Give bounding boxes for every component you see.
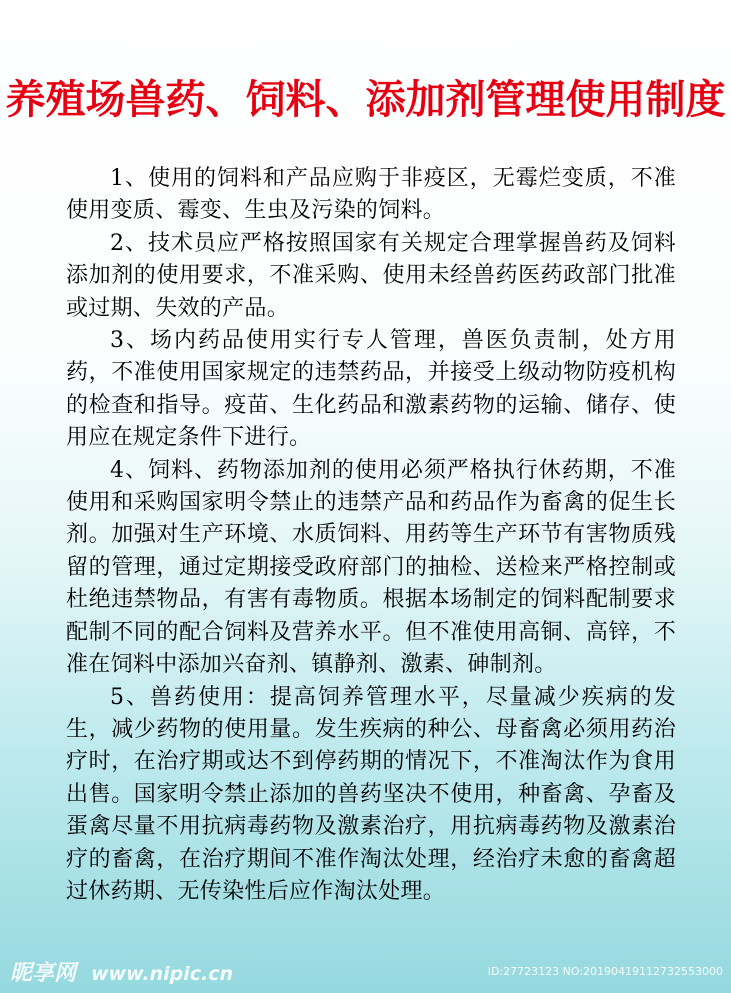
watermark-id: ID:27723123 NO:20190419112732553000 bbox=[487, 965, 723, 978]
watermark-brand: 昵享网 bbox=[10, 961, 77, 986]
page-title: 养殖场兽药、饲料、添加剂管理使用制度 bbox=[5, 77, 726, 123]
paragraph-4: 4、饲料、药物添加剂的使用必须严格执行休药期，不准使用和采购国家明令禁止的违禁产品和药品作为畜禽的促生长剂。加强对生产环境、水质饲料、用药等生产环节有害物质残留的管理，通过定期接受政府部门的抽检、送检来严格控制或杜绝违禁物品，有害有毒物质。根据本场制定的饲料配制要求配制不同的配合饲料及营养水平。但不准使用高铜、高锌，不准在饲料中添加兴奋剂、镇静剂、激素、砷制剂。 bbox=[66, 457, 676, 678]
document-body bbox=[66, 163, 676, 908]
paragraph-3: 3、场内药品使用实行专人管理，兽医负责制，处方用药，不准使用国家规定的违禁药品，并接受上级动物防疫机构的检查和指导。疫苗、生化药品和激素药物的运输、储存、使用应在规定条件下进行。 bbox=[66, 328, 676, 451]
paragraph-2: 2、技术员应严格按照国家有关规定合理掌握兽药及饲料添加剂的使用要求，不准采购、使用未经兽药医药政部门批准或过期、失效的产品。 bbox=[66, 230, 676, 321]
watermark-logo bbox=[10, 960, 233, 987]
watermark-site: www.nipic.cn bbox=[90, 963, 234, 985]
paragraph-5: 5、兽药使用：提高饲养管理水平，尽量减少疾病的发生，减少药物的使用量。发生疾病的种公、母畜禽必须用药治疗时，在治疗期或达不到停药期的情况下，不准淘汰作为食用出售。国家明令禁止添加的兽药坚决不使用，种畜禽、孕畜及蛋禽尽量不用抗病毒药物及激素治疗，用抗病毒药物及激素治疗的畜禽，在治疗期间不准作淘汰处理，经治疗未愈的畜禽超过休药期、无传染性后应作淘汰处理。 bbox=[66, 684, 676, 904]
paragraph-1: 1、使用的饲料和产品应购于非疫区，无霉烂变质，不准使用变质、霉变、生虫及污染的饲料。 bbox=[66, 166, 676, 224]
